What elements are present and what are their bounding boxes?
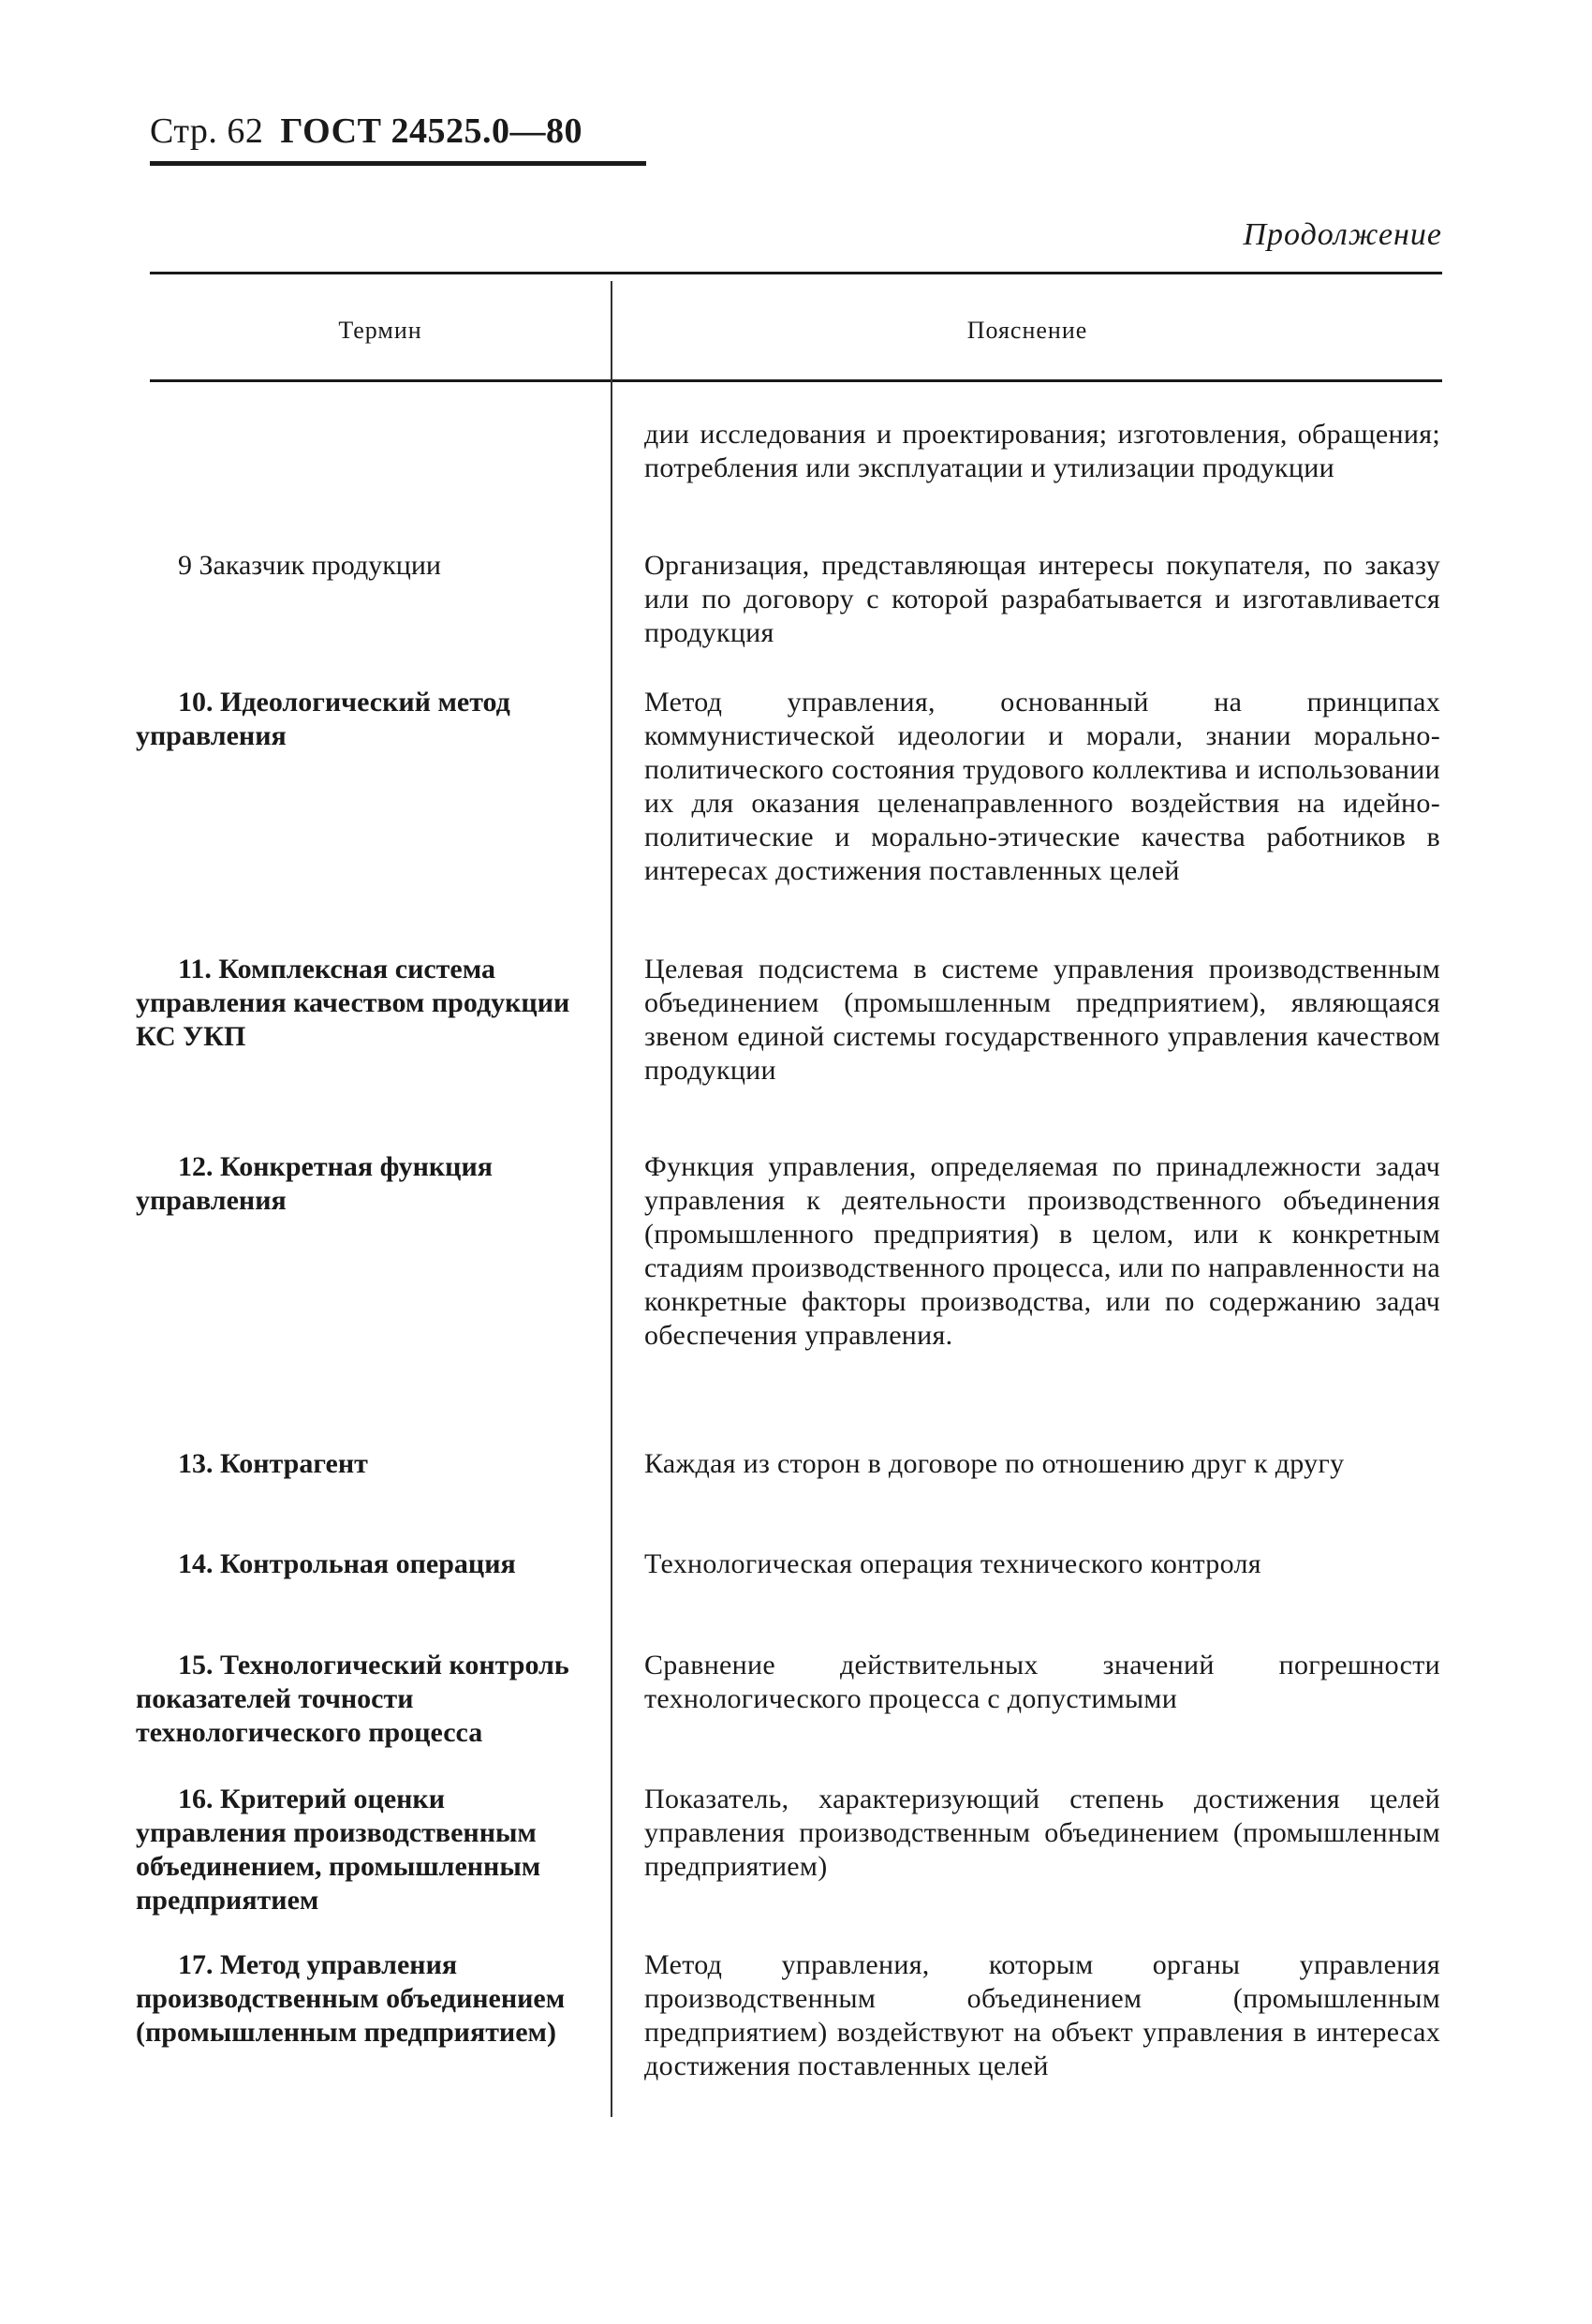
term-11 — [136, 953, 590, 1054]
explanation-9: Организация, представляющая интересы покупателя, по заказу или по договору с которой разрабатывается и изготавливается продукция — [644, 550, 1440, 648]
column-header-explanation: Пояснение — [966, 317, 1088, 344]
standard-number: ГОСТ 24525.0—80 — [280, 111, 582, 151]
explanation-15: Сравнение действительных значений погрешности технологического процесса с допустимыми — [644, 1650, 1440, 1714]
term-12 — [136, 1150, 590, 1218]
explanation-12: Функция управления, определяемая по принадлежности задач управления к деятельности производственного объединения (промышленного предприятия) в целом, или к конкретным стадиям производственного процесса, или по направленности на конкретные факторы производства, или по содержанию задач обеспечения управления. — [644, 1151, 1440, 1351]
lead-explanation: дии исследования и проектирования; изготовления, обращения; потребления или эксплуатации и утилизации продукции — [644, 419, 1440, 483]
column-divider — [611, 281, 612, 2117]
term-9 — [136, 549, 590, 583]
table-header-rule — [150, 379, 1442, 382]
explanation-16: Показатель, характеризующий степень достижения целей управления производственным объединением (промышленным предприятием) — [644, 1784, 1440, 1882]
term-17 — [136, 1948, 590, 2050]
term-14-text: 14. Контрольная операция — [178, 1548, 516, 1579]
explanation-10: Метод управления, основанный на принципах коммунистической идеологии и морали, знании морально-политического состояния трудового коллектива и использовании их для оказания целенаправленного воздействия на идейно-политические и морально-этические качества работников в интересах достижения поставленных целей — [644, 687, 1440, 886]
explanation-14: Технологическая операция технического контроля — [644, 1548, 1261, 1579]
term-16 — [136, 1783, 590, 1917]
term-9-text: 9 Заказчик продукции — [178, 550, 441, 581]
term-10-text: 10. Идеологический метод управления — [136, 687, 510, 751]
term-17-text: 17. Метод управления производственным объединением (промышленным предприятием) — [136, 1949, 566, 2048]
term-11-text: 11. Комплексная система управления качеством продукции КС УКП — [136, 954, 570, 1052]
explanation-11: Целевая подсистема в системе управления производственным объединением (промышленным предприятием), являющаяся звеном единой системы государственного управления качеством продукции — [644, 954, 1440, 1086]
page-header — [150, 111, 582, 152]
continuation-label: Продолжение — [1243, 217, 1442, 252]
term-14 — [136, 1547, 590, 1581]
column-header-term: Термин — [338, 317, 422, 344]
term-15-text: 15. Технологический контроль показателей точности технологического процесса — [136, 1650, 569, 1748]
explanation-17: Метод управления, которым органы управления производственным объединением (промышленным предприятием) воздействуют на объект управления в интересах достижения поставленных целей — [644, 1949, 1440, 2081]
explanation-13: Каждая из сторон в договоре по отношению друг к другу — [644, 1448, 1345, 1479]
page-number: Стр. 62 — [150, 111, 264, 151]
term-16-text: 16. Критерий оценки управления производственным объединением, промышленным предприятием — [136, 1784, 541, 1916]
table-top-rule — [150, 272, 1442, 274]
term-15 — [136, 1649, 590, 1750]
term-12-text: 12. Конкретная функция управления — [136, 1151, 493, 1216]
term-13 — [136, 1447, 590, 1481]
term-10 — [136, 686, 590, 753]
header-rule — [150, 161, 646, 166]
term-13-text: 13. Контрагент — [178, 1448, 368, 1479]
